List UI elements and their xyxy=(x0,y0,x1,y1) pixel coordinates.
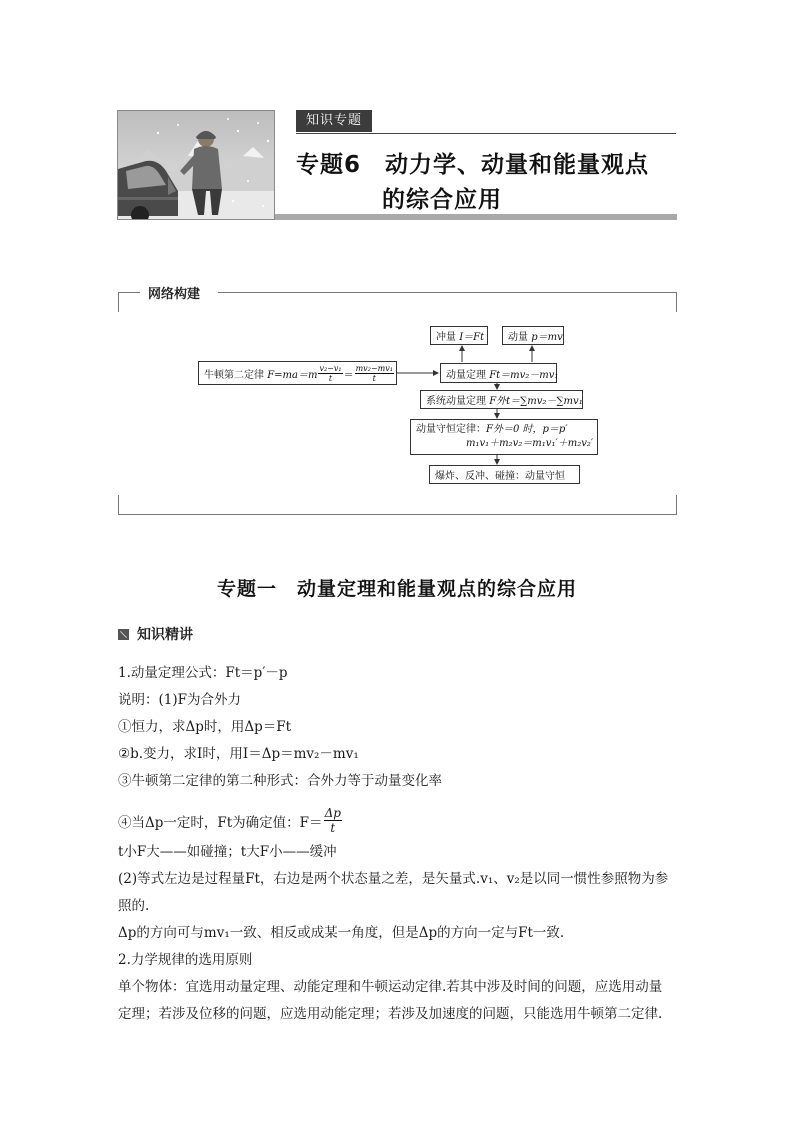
newton-formula: F=ma＝m xyxy=(267,369,318,381)
impulse-label: 冲量 xyxy=(436,332,456,343)
page-title-line-2: 的综合应用 xyxy=(382,187,502,213)
section-heading: 专题一 动量定理和能量观点的综合应用 xyxy=(216,578,577,600)
momentum-conservation-box xyxy=(410,419,598,455)
conservation-equation: m₁v₁＋m₂v₂＝m₁v₁′＋m₂v₂′ xyxy=(466,438,594,449)
theorem-formula: Ft＝mv₂－mv₁ xyxy=(489,369,559,381)
system-momentum-theorem-box xyxy=(420,390,583,409)
subhead-label: 知识精讲 xyxy=(137,627,193,643)
impulse-formula: I＝Ft xyxy=(459,332,485,343)
topic-tag: 知识专题 xyxy=(296,110,372,132)
knowledge-subhead xyxy=(118,624,193,644)
theorem-label: 动量定理 xyxy=(446,369,486,381)
body-line: 2.力学规律的选用原则 xyxy=(118,952,253,968)
body-line-fraction xyxy=(118,806,343,835)
fraction-velocity: $\frac{\text{v₂−v₁}}{t}$ xyxy=(319,363,342,383)
section-marker-icon xyxy=(118,629,129,640)
body-line: 说明：(1)F为合外力 xyxy=(118,692,241,708)
body-line: ②b.变力，求I时，用I＝Δp＝mv₂－mv₁ xyxy=(118,746,359,762)
network-title: 网络构建 xyxy=(148,287,201,302)
system-label: 系统动量定理 xyxy=(426,396,486,407)
system-formula: F外t＝∑mv₂－∑mv₁ xyxy=(489,396,583,407)
applications-box xyxy=(429,465,580,484)
page-title-line-1: 专题6 动力学、动量和能量观点 xyxy=(296,152,650,178)
body-line: ③牛顿第二定律的第二种形式：合外力等于动量变化率 xyxy=(118,773,442,789)
momentum-theorem-box xyxy=(440,363,557,383)
conservation-condition: F外＝0 时，p＝p′ xyxy=(486,424,568,435)
momentum-label: 动量 xyxy=(508,332,528,343)
body-line: 单个物体：宜选用动量定理、动能定理和牛顿运动定律.若其中涉及时间的问题，应选用动量 xyxy=(118,979,663,995)
body-line: ①恒力，求Δp时，用Δp＝Ft xyxy=(118,719,292,735)
momentum-box xyxy=(502,326,564,345)
fraction-momentum: $\frac{\text{mv₂−mv₁}}{t}$ xyxy=(355,363,393,383)
momentum-formula: p＝mv xyxy=(531,332,563,343)
impulse-box xyxy=(430,326,488,345)
body-line: t小F大——如碰撞；t大F小——缓冲 xyxy=(118,844,337,860)
fraction-dp-over-t: $\frac{\Delta p}{t}$ xyxy=(324,806,341,835)
body-line: Δp的方向可与mv₁一致、相反或成某一角度，但是Δp的方向一定与Ft一致. xyxy=(118,925,565,941)
body-line: 定理；若涉及位移的问题，应选用动能定理；若涉及加速度的问题，只能选用牛顿第二定律. xyxy=(118,1006,663,1022)
newton-second-law-box xyxy=(198,361,397,385)
equals-sign: ＝ xyxy=(343,369,354,381)
applications-label: 爆炸、反冲、碰撞：动量守恒 xyxy=(435,471,565,482)
body-line: (2)等式左边是过程量Ft，右边是两个状态量之差，是矢量式.v₁、v₂是以同一惯性参照物为参 xyxy=(118,871,669,887)
body-line: 照的. xyxy=(118,898,150,914)
conservation-label: 动量守恒定律： xyxy=(416,424,486,435)
newton-label: 牛顿第二定律 xyxy=(204,369,264,381)
body-line: ④当Δp一定时，Ft为确定值：F＝ xyxy=(118,814,323,831)
body-line: 1.动量定理公式：Ft＝p′－p xyxy=(118,665,288,681)
